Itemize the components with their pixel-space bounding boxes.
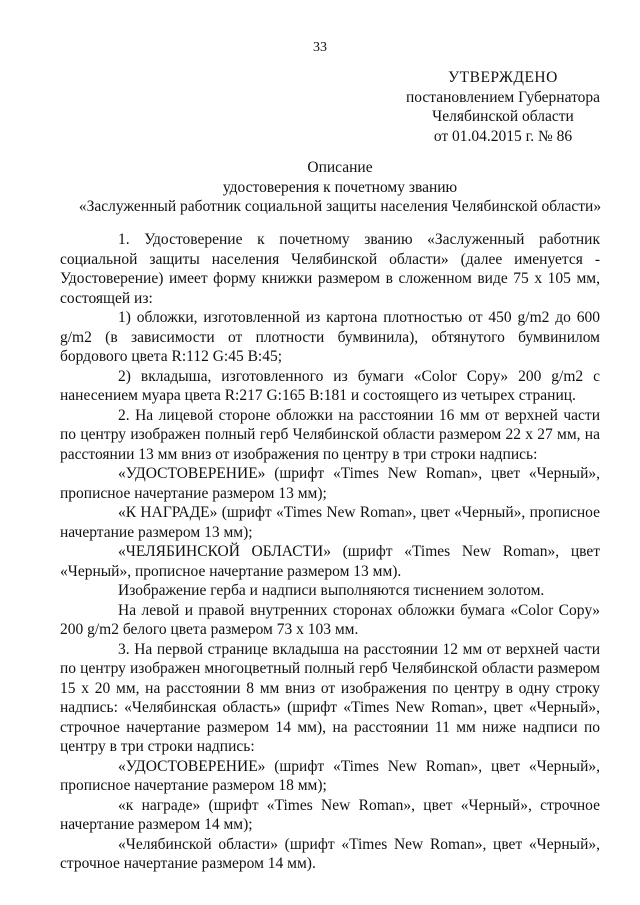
paragraph: 3. На первой странице вкладыша на расстоянии 12 мм от верхней части по центру изображен многоцветный полный герб Челябинской области размером 15 х 20 мм, на расстоянии 8 мм вниз от изображения по центру в одну строку надпись: «Челябинская область» (шрифт «Times New Roman», цвет «Черный», строчное начертание размером 14 мм), на расстоянии 11 мм ниже надписи по центру в три строки надпись: <box>60 640 600 755</box>
paragraph: Изображение герба и надписи выполняются тиснением золотом. <box>118 582 545 599</box>
paragraph: «К НАГРАДЕ» (шрифт «Times New Roman», цвет «Черный», прописное начертание размером 13 мм); <box>60 504 600 541</box>
paragraph: 2) вкладыша, изготовленного из бумаги «Color Copy» 200 g/m2 с нанесением муара цвета R:217 G:165 B:181 и состоящего из четырех страниц. <box>60 367 600 404</box>
heading-subtitle: удостоверения к почетному званию <box>222 178 458 196</box>
document-heading <box>60 158 620 217</box>
paragraph: 1. Удостоверение к почетному званию «Заслуженный работник социальной защиты населения Челябинской области» (далее именуется - Удостоверение) имеет форму книжки размером в сложенном виде 75 х 105 мм, состоящей из: <box>60 231 600 307</box>
paragraph: «УДОСТОВЕРЕНИЕ» (шрифт «Times New Roman», цвет «Черный», прописное начертание размером 18 мм); <box>60 757 600 794</box>
document-body <box>60 230 600 874</box>
page-number: 33 <box>313 40 327 55</box>
paragraph: «к награде» (шрифт «Times New Roman», цвет «Черный», строчное начертание размером 14 мм); <box>60 796 600 833</box>
paragraph: «Челябинской области» (шрифт «Times New Roman», цвет «Черный», строчное начертание размером 14 мм). <box>60 835 600 872</box>
approval-line: постановлением Губернатора <box>405 88 601 106</box>
paragraph: «ЧЕЛЯБИНСКОЙ ОБЛАСТИ» (шрифт «Times New Roman», цвет «Черный», прописное начертание размером 13 мм). <box>60 543 600 580</box>
approval-line: Челябинской области <box>432 108 574 125</box>
approval-date-line: от 01.04.2015 г. № 86 <box>433 127 573 145</box>
paragraph: 2. На лицевой стороне обложки на расстоянии 16 мм от верхней части по центру изображен полный герб Челябинской области размером 22 х 27 мм, на расстоянии 13 мм вниз от изображения по центру в три строки надпись: <box>60 406 600 463</box>
paragraph: «УДОСТОВЕРЕНИЕ» (шрифт «Times New Roman», цвет «Черный», прописное начертание размером 13 мм); <box>60 465 600 502</box>
heading-award-name: «Заслуженный работник социальной защиты населения Челябинской области» <box>78 198 602 215</box>
paragraph: На левой и правой внутренних сторонах обложки бумага «Color Copy» 200 g/m2 белого цвета размером 73 х 103 мм. <box>60 601 600 638</box>
paragraph: 1) обложки, изготовленной из картона плотностью от 450 g/m2 до 600 g/m2 (в зависимости от плотности бумвинила), обтянутого бумвинилом бордового цвета R:112 G:45 B:45; <box>60 309 600 365</box>
heading-title: Описание <box>307 159 373 176</box>
approval-title: УТВЕРЖДЕНО <box>448 69 558 86</box>
approval-block <box>398 68 608 146</box>
